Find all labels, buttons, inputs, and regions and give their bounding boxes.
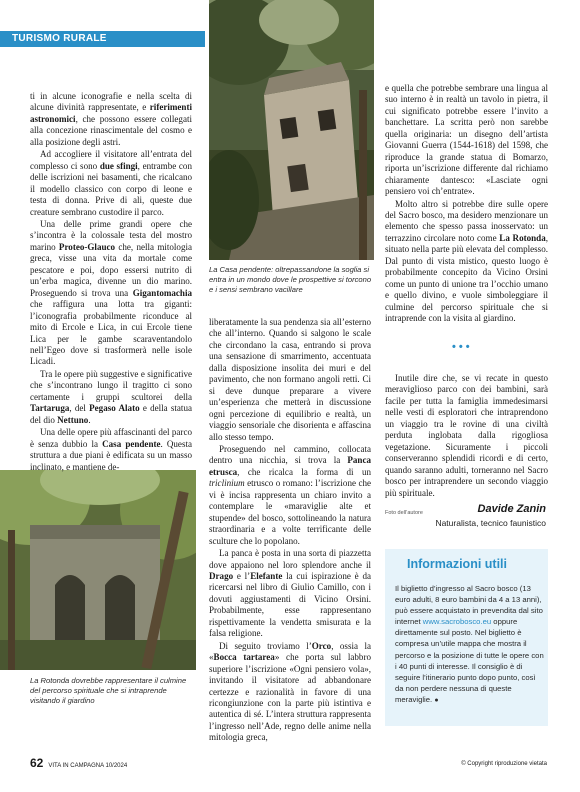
text-run: Molto altro si potrebbe dire sulle opere del Sacro bosco, ma desidero menzionare un elemento che spesso passa inosservato: un terrazzino circolare noto come [385, 198, 548, 243]
paragraph [209, 641, 371, 744]
info-box-text [395, 583, 545, 706]
bold-term: Orco [311, 640, 332, 651]
info-text-after: oppure direttamente sul posto. Nel biglietto è compresa un’utile mappa che mostra il percorso e la posizione di tutte le opere con i 40 punti di interesse. Il consiglio è di seguire l’itinerario punto dopo punto, così da non perdere nessuna di queste meraviglie. [395, 617, 544, 704]
text-run: etrusco o romano: l’iscrizione che vi è incisa rappresenta un chiaro invito a contemplare le «maraviglie alte et stupende» del bosco, sottolineando la natura straordinaria e a volte terrificante delle sculture che lo popolano. [209, 478, 371, 546]
text-run: Proseguendo nel cammino, collocata dentro una nicchia, si trova la [209, 443, 371, 466]
bold-term: Casa pendente [102, 438, 161, 449]
text-run: , entrambe con delle iscrizioni nei basamenti, che ricalcano il modello classico con corpo di leone e testa di donna. Prive di ali, queste due creature sembrano custodire il parco. [30, 160, 192, 217]
text-column-1 [30, 91, 192, 474]
paragraph [385, 373, 548, 499]
text-run: ti in alcune iconografie e nella scelta di alcune divinità rappresentate, e [30, 91, 192, 113]
text-run: Ad accogliere il visitatore all’entrata del complesso ci sono [30, 149, 192, 171]
section-tag [0, 31, 205, 47]
text-run: » che porta sul labbro superiore l’iscrizione «Ogni pensiero vola», invitando il visitatore ad abbandonare certezze e razionalità in favore di una ricongiunzione con la parte più istintiva e autentica di sé. L’intera struttura rappresenta l’ingresso nell’Ade, regno delle anime nella mitologia greca, [209, 652, 371, 743]
footer-left [30, 756, 127, 770]
text-run: , che ricalca la forma di un [237, 466, 371, 477]
text-run: . [88, 414, 91, 425]
photo-casa-pendente [209, 0, 374, 260]
photo-la-rotonda [0, 470, 196, 670]
text-run: e l’ [233, 570, 251, 581]
text-run: , che possono essere collegati alla concezione rinascimentale del cosmo e alla posizione degli astri. [30, 113, 192, 147]
bold-term: Gigantomachia [132, 287, 192, 298]
paragraph [30, 219, 192, 368]
paragraph [30, 427, 192, 473]
text-run: e quella che potrebbe sembrare una lingua al suo interno è in realtà un tavolo in pietra, il cui significato potrebbe essere l’invito a banchettare. La scritta però non sarebbe quella originaria: un disegno dell’artista Giovanni Guerra (1544-1618) del 1598, che riproduce la grande statua di Bomarzo, riporta un’iscrizione differente dal richiamo chiaramente dantesco: «Lasciate ogni pensiero voi ch’entrate». [385, 83, 548, 197]
bold-term: Drago [209, 570, 234, 581]
caption-casa-pendente: La Casa pendente: oltrepassandone la soglia si entra in un mondo dove le prospettive si torcono e i sensi sembrano vacillare [209, 265, 372, 294]
author-name: Davide Zanin [477, 503, 546, 515]
bold-term: Pegaso Alato [89, 403, 140, 414]
section-tag-label: TURISMO RURALE [12, 33, 107, 44]
website-link[interactable]: www.sacrobosco.eu [422, 617, 492, 627]
caption-la-rotonda: La Rotonda dovrebbe rappresentare il culmine del percorso spirituale che si intraprende visitando il giardino [30, 676, 187, 705]
text-run: , del [69, 403, 90, 414]
bold-term: riferimenti astronomici [30, 102, 192, 124]
text-run: che raffigura una lotta tra giganti: l’iconografia probabilmente riconduce al mito di Ercole e Lica, in cui Ercole tiene Lica per le gambe scaraventandolo nell’Egeo dove si trasformerà nelle isole Licadi. [30, 299, 192, 367]
page-number: 62 [30, 756, 44, 770]
paragraph [209, 548, 371, 640]
section-separator: ••• [452, 341, 473, 353]
text-run: la cui ispirazione è da ricercarsi nel libro di Giulio Camillo, con i dovuti aggiustamenti di Vicino Orsini. Probabilmente, esse rappresentano rispettivamente la vendetta smisurata e la falsa religione. [209, 570, 371, 639]
text-run: La panca è posta in una sorta di piazzetta dove appaiono nel loro splendore anche il [209, 548, 371, 570]
magazine-issue: VITA IN CAMPAGNA 10/2024 [48, 763, 128, 769]
text-run: Inutile dire che, se vi recate in questo meraviglioso parco con dei bambini, sarà facile per tutta la famiglia immedesimarsi nelle vesti di esploratori che intraprendono un viaggio tra le rovine di una civiltà perduta inglobata dalla rigogliosa vegetazione. Sicuramente i piccoli conserveranno splendidi ricordi e di certo, quando saranno adulti, torneranno nel Sacro bosco per intraprendere un secondo viaggio più spirituale. [385, 373, 548, 498]
text-run: che, nella mitologia greca, visse una vita da mortale come pescatore e poi, dopo essersi nutrito di un’erba magica, divenne un dio marino. Proseguendo si trova una [30, 241, 192, 298]
author-role: Naturalista, tecnico faunistico [435, 518, 546, 528]
text-run: Tra le opere più suggestive e significative che s’incontrano lungo il tragitto ci sono certamente i gruppi scultorei della [30, 368, 192, 402]
paragraph [30, 91, 192, 148]
info-box-title: Informazioni utili [407, 557, 507, 571]
bold-term: La Rotonda [499, 232, 546, 243]
bold-term: due sfingi [99, 160, 138, 171]
text-run: e della statua del dio [30, 403, 192, 425]
text-run: , ossia la « [209, 640, 371, 663]
photo-credit: Foto dell’autore [385, 510, 423, 516]
bold-term: Elefante [250, 570, 283, 581]
text-column-3-part-b [385, 373, 548, 500]
bold-term: Nettuno [57, 414, 89, 425]
italic-term: triclinium [209, 478, 245, 489]
bold-term: Proteo-Glauco [58, 241, 116, 252]
text-run: Una delle opere più affascinanti del parco è senza dubbio la [30, 427, 192, 449]
paragraph [30, 149, 192, 218]
text-run: . Questa struttura a due piani è edificata su un masso inclinato, e mantiene de- [30, 438, 192, 472]
text-run: Di seguito troviamo l’ [219, 640, 312, 651]
paragraph [385, 83, 548, 198]
paragraph [385, 199, 548, 325]
info-box [385, 549, 548, 726]
text-column-3-part-a [385, 83, 548, 325]
text-run: Una delle prime grandi opere che s’incontra è la colossale testa del mostro marino [30, 218, 192, 252]
paragraph [30, 369, 192, 426]
bold-term: Tartaruga [30, 403, 70, 414]
paragraph [209, 317, 371, 443]
bold-term: Bocca tartarea [213, 652, 275, 663]
text-column-3 [385, 83, 548, 326]
footer-copyright: © Copyright riproduzione vietata [461, 761, 547, 767]
paragraph [209, 444, 371, 547]
bold-term: Panca etrusca [209, 455, 371, 477]
text-column-2 [209, 317, 371, 745]
info-text-before: Il biglietto d’ingresso al Sacro bosco (13 euro adulti, 8 euro bambini da 4 a 13 anni), può essere acquistato in prevendita dal sito internet [395, 584, 543, 627]
text-run: , situato nella parte più elevata del complesso. Dal punto di vista mistico, questo luogo è probabilmente concepito da Vicino Orsini come un punto di unione tra l’occhio umano e quello divino, e vuole simboleggiare il culmine del percorso spirituale che si intraprende con la visita al giardino. [385, 232, 549, 324]
text-run: liberatamente la sua pendenza sia all’esterno che all’interno. Quando si salgono le scale che circondano la casa, entrando si prova una sensazione di smarrimento, accentuata dalla disposizione insolita dei muri e del pavimento, che non formano angoli retti. Ci si deve dunque preparare a vivere un’esperienza che metterà in discussione ogni percezione di equilibrio e realtà, un viaggio sensoriale che disorienta e affascina allo stesso tempo. [209, 317, 371, 442]
end-mark-icon: ● [434, 696, 439, 704]
